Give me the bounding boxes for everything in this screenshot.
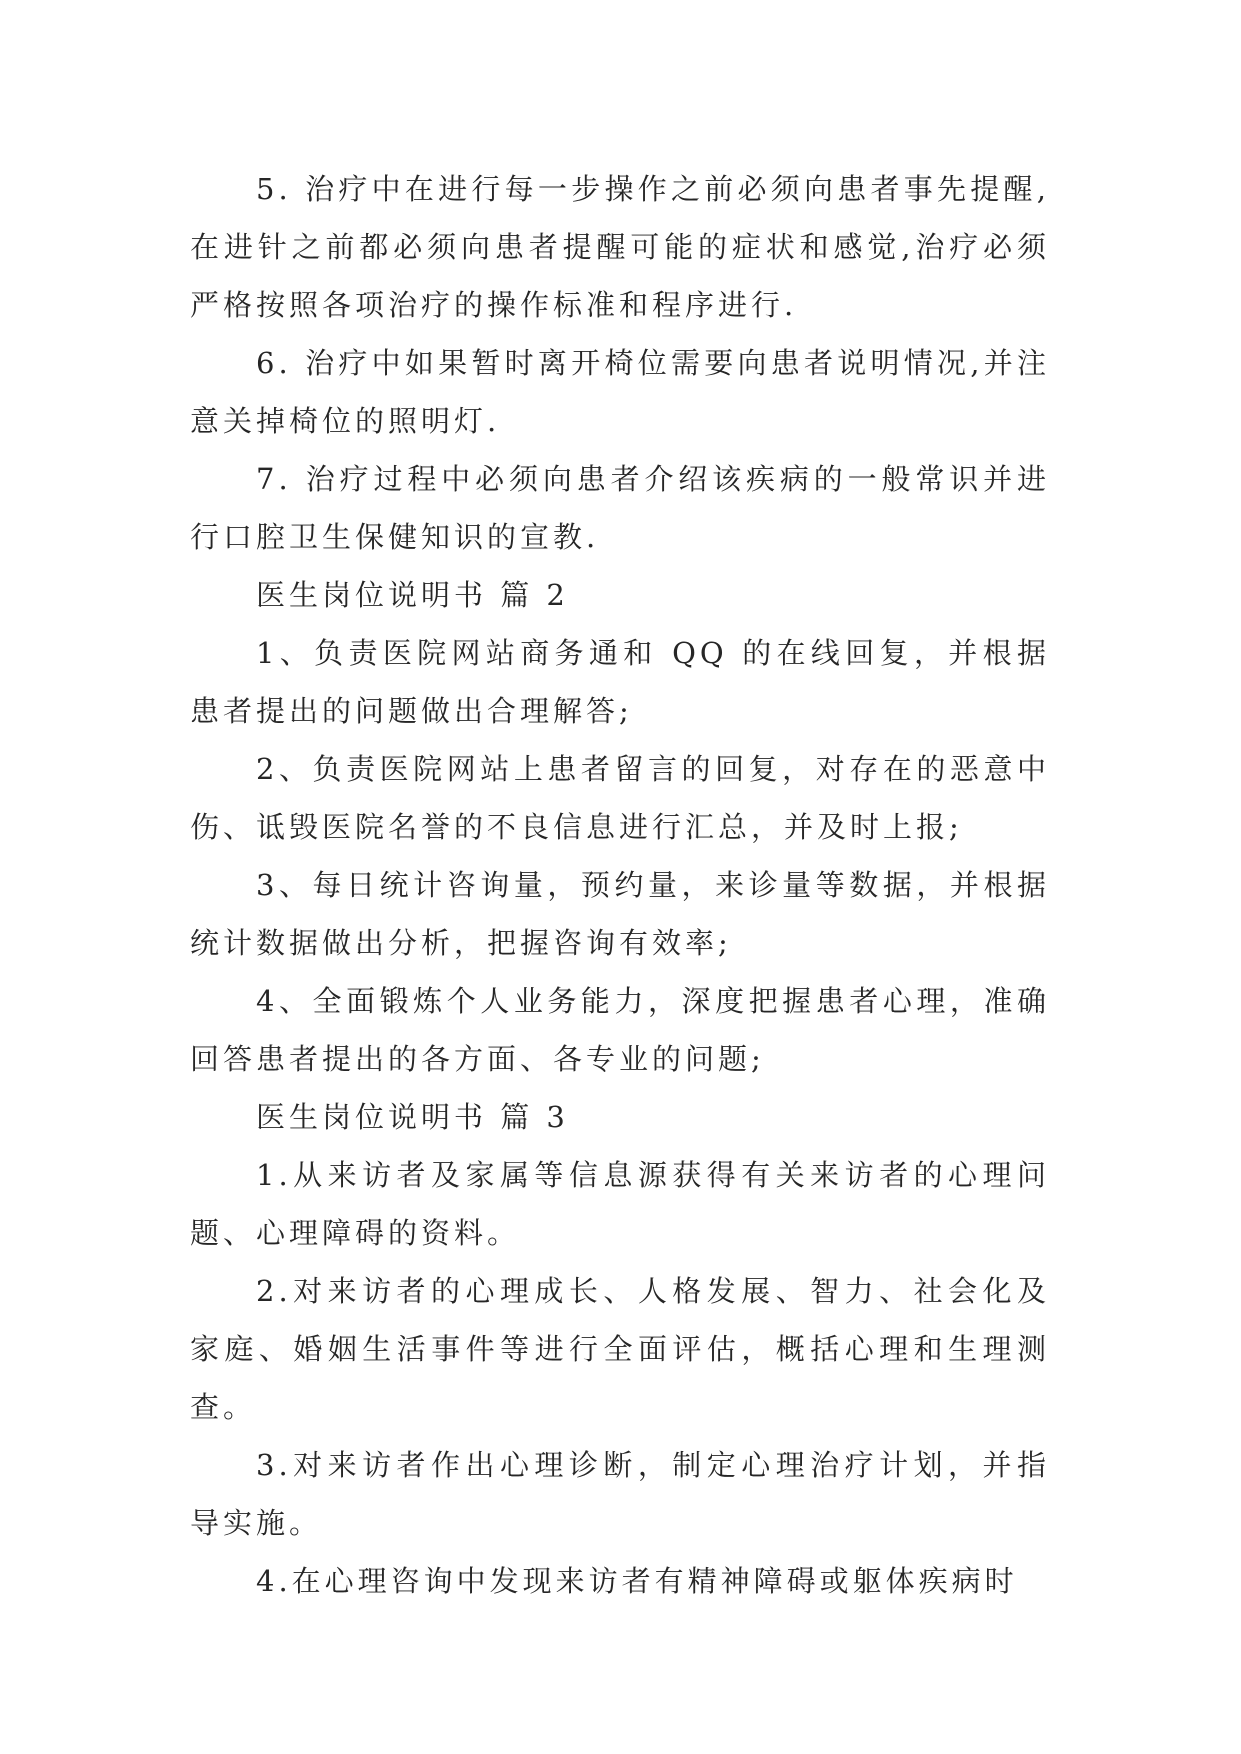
section3-item-3: 3.对来访者作出心理诊断，制定心理治疗计划，并指导实施。 [190,1448,1050,1540]
section2-item-1: 1、负责医院网站商务通和 QQ 的在线回复，并根据患者提出的问题做出合理解答; [190,636,1050,728]
paragraph-5: 5. 治疗中在进行每一步操作之前必须向患者事先提醒,在进针之前都必须向患者提醒可能的症状和感觉,治疗必须严格按照各项治疗的操作标准和程序进行. [190,172,1050,322]
section2-item-2: 2、负责医院网站上患者留言的回复，对存在的恶意中伤、诋毁医院名誉的不良信息进行汇总，并及时上报; [190,752,1050,844]
paragraph-6: 6. 治疗中如果暂时离开椅位需要向患者说明情况,并注意关掉椅位的照明灯. [190,346,1050,438]
paragraph-7: 7. 治疗过程中必须向患者介绍该疾病的一般常识并进行口腔卫生保健知识的宣教. [190,462,1050,554]
section-heading-2: 医生岗位说明书 篇 2 [256,578,569,612]
section-heading-3: 医生岗位说明书 篇 3 [256,1100,569,1134]
section3-item-2: 2.对来访者的心理成长、人格发展、智力、社会化及家庭、婚姻生活事件等进行全面评估，概括心理和生理测查。 [190,1274,1050,1424]
section3-item-4: 4.在心理咨询中发现来访者有精神障碍或躯体疾病时 [256,1564,1018,1598]
section3-item-1: 1.从来访者及家属等信息源获得有关来访者的心理问题、心理障碍的资料。 [190,1158,1050,1250]
document-body [190,160,1050,1610]
section2-item-3: 3、每日统计咨询量，预约量，来诊量等数据，并根据统计数据做出分析，把握咨询有效率; [190,868,1050,960]
section2-item-4: 4、全面锻炼个人业务能力，深度把握患者心理，准确回答患者提出的各方面、各专业的问题; [190,984,1050,1076]
